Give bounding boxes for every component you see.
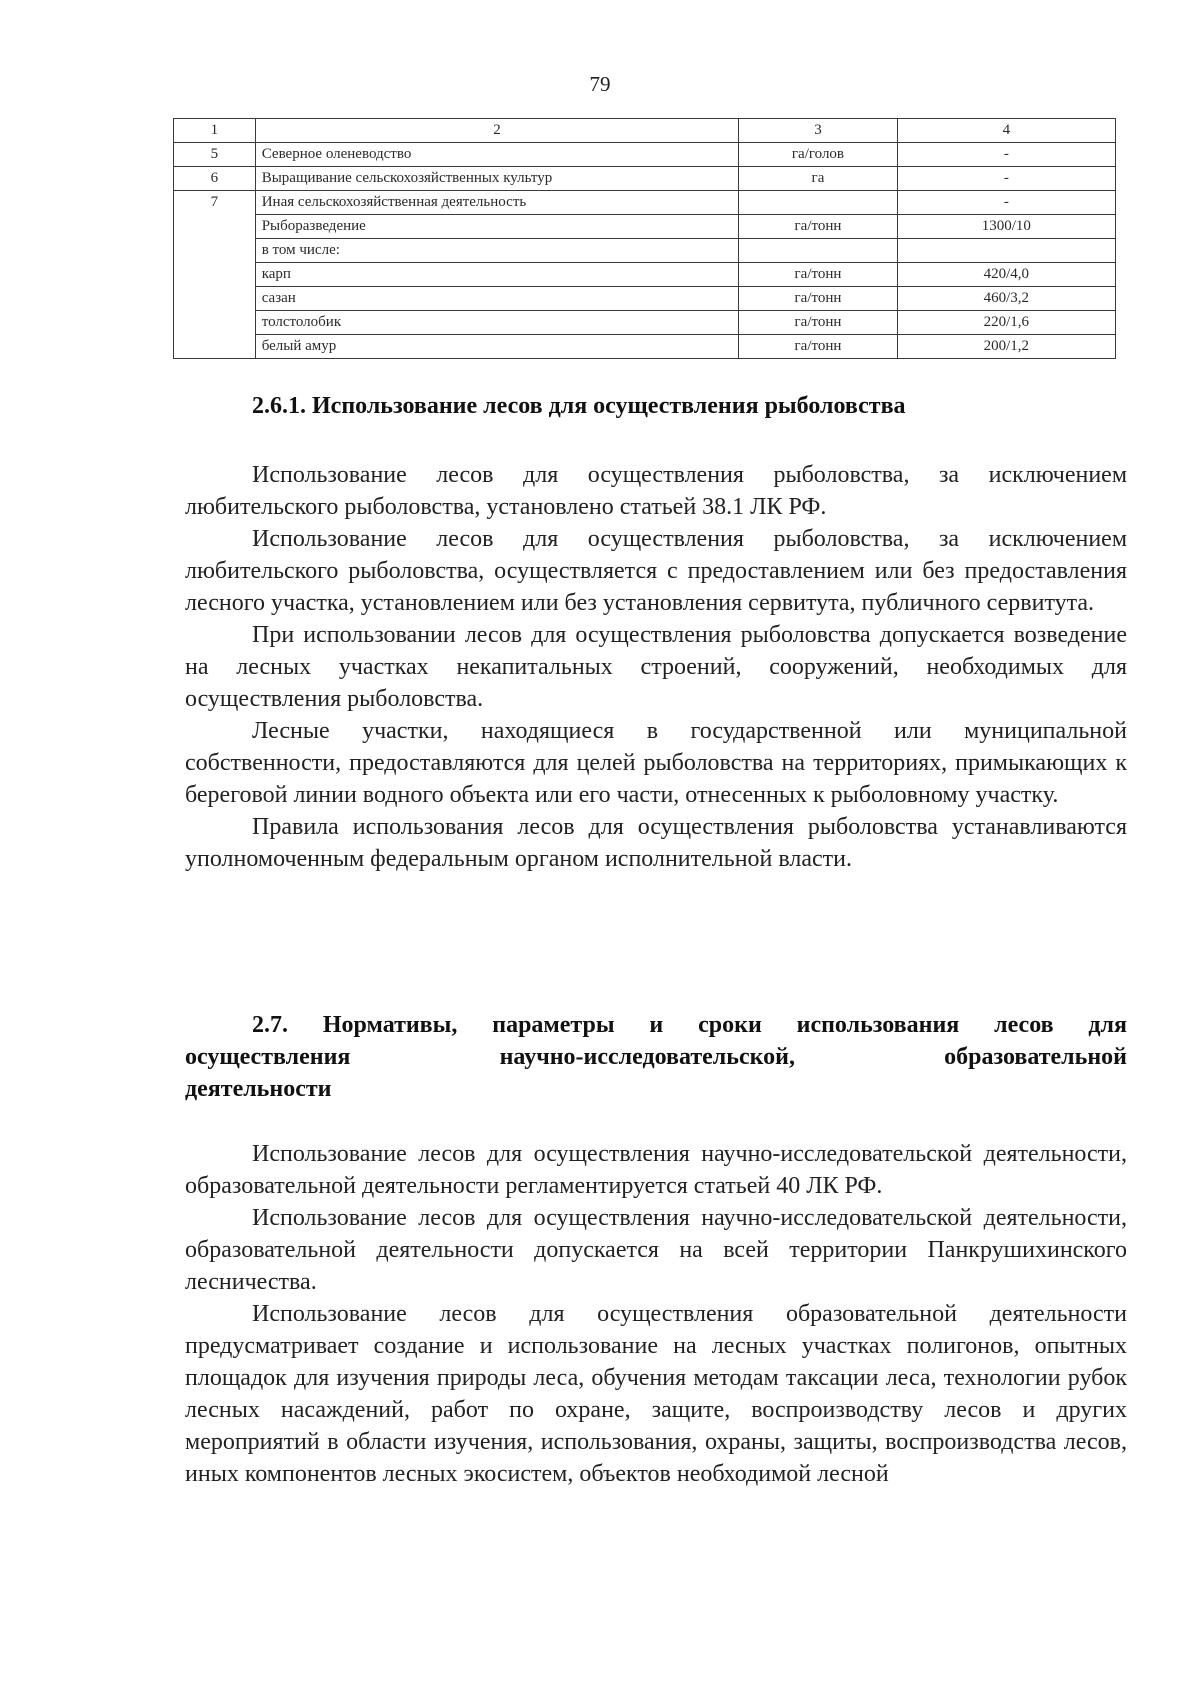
paragraph: Использование лесов для осуществления образовательной деятельности предусматривает создание и использование на лесных участках полигонов, опытных площадок для изучения природы леса, обучения методам таксации леса, технологии рубок лесных насаждений, работ по охране, защите, воспроизводству лесов и других мероприятий в области изучения, использования, охраны, защиты, воспроизводства лесов, иных компонентов лесных экосистем, объектов необходимой лесной xyxy=(185,1301,1127,1487)
row-unit: га/тонн xyxy=(739,215,897,239)
table-row xyxy=(174,311,1116,335)
row-number: 6 xyxy=(174,167,256,191)
row-name: Иная сельскохозяйственная деятельность xyxy=(255,191,739,215)
row-value: 460/3,2 xyxy=(897,287,1115,311)
row-name: толстолобик xyxy=(255,311,739,335)
row-number xyxy=(174,287,256,311)
table-row xyxy=(174,239,1116,263)
section-27-heading xyxy=(185,1009,1127,1105)
row-number xyxy=(174,263,256,287)
row-number xyxy=(174,311,256,335)
row-unit: га/тонн xyxy=(739,335,897,359)
row-number xyxy=(174,239,256,263)
row-unit xyxy=(739,191,897,215)
paragraph: Использование лесов для осуществления рыболовства, за исключением любительского рыболовства, установлено статьей 38.1 ЛК РФ. xyxy=(185,462,1127,520)
row-name: в том числе: xyxy=(255,239,739,263)
table-row xyxy=(174,263,1116,287)
header-cell: 4 xyxy=(897,119,1115,143)
section-27-body xyxy=(185,1138,1127,1490)
row-number xyxy=(174,335,256,359)
heading-line: деятельности xyxy=(185,1076,332,1102)
table-row xyxy=(174,335,1116,359)
row-unit xyxy=(739,239,897,263)
table-row xyxy=(174,167,1116,191)
row-unit: га/тонн xyxy=(739,287,897,311)
row-number: 7 xyxy=(174,191,256,215)
header-cell: 2 xyxy=(255,119,739,143)
row-value: 1300/10 xyxy=(897,215,1115,239)
table-row xyxy=(174,287,1116,311)
section-261-heading: 2.6.1. Использование лесов для осуществления рыболовства xyxy=(252,393,906,419)
land-use-table xyxy=(173,118,1116,359)
paragraph: При использовании лесов для осуществления рыболовства допускается возведение на лесных участках некапитальных строений, сооружений, необходимых для осуществления рыболовства. xyxy=(185,622,1127,712)
row-value: - xyxy=(897,143,1115,167)
row-name: Выращивание сельскохозяйственных культур xyxy=(255,167,739,191)
paragraph: Правила использования лесов для осуществления рыболовства устанавливаются уполномоченным федеральным органом исполнительной власти. xyxy=(185,814,1127,872)
row-unit: га/тонн xyxy=(739,311,897,335)
row-value: - xyxy=(897,191,1115,215)
heading-line: 2.7. Нормативы, параметры и сроки использования лесов для xyxy=(252,1012,1127,1038)
row-number xyxy=(174,215,256,239)
paragraph: Использование лесов для осуществления научно-исследовательской деятельности, образовательной деятельности регламентируется статьей 40 ЛК РФ. xyxy=(185,1141,1127,1199)
page-number: 79 xyxy=(589,72,611,96)
paragraph: Лесные участки, находящиеся в государственной или муниципальной собственности, предоставляются для целей рыболовства на территориях, примыкающих к береговой линии водного объекта или его части, отнесенных к рыболовному участку. xyxy=(185,718,1127,808)
row-value: 220/1,6 xyxy=(897,311,1115,335)
row-unit: га xyxy=(739,167,897,191)
row-value: 420/4,0 xyxy=(897,263,1115,287)
row-name: сазан xyxy=(255,287,739,311)
row-number: 5 xyxy=(174,143,256,167)
table-row xyxy=(174,191,1116,215)
heading-line: осуществления научно-исследовательской, образовательной xyxy=(185,1044,1127,1070)
row-name: Северное оленеводство xyxy=(255,143,739,167)
row-name: Рыборазведение xyxy=(255,215,739,239)
paragraph: Использование лесов для осуществления научно-исследовательской деятельности, образовательной деятельности допускается на всей территории Панкрушихинского лесничества. xyxy=(185,1205,1127,1295)
header-cell: 3 xyxy=(739,119,897,143)
row-name: карп xyxy=(255,263,739,287)
header-cell: 1 xyxy=(174,119,256,143)
section-261-body xyxy=(185,459,1127,875)
row-value xyxy=(897,239,1115,263)
paragraph: Использование лесов для осуществления рыболовства, за исключением любительского рыболовства, осуществляется с предоставлением или без предоставления лесного участка, установлением или без установления сервитута, публичного сервитута. xyxy=(185,526,1127,616)
row-value: - xyxy=(897,167,1115,191)
row-name: белый амур xyxy=(255,335,739,359)
table-row xyxy=(174,143,1116,167)
row-value: 200/1,2 xyxy=(897,335,1115,359)
table-row xyxy=(174,215,1116,239)
table-header-row xyxy=(174,119,1116,143)
row-unit: га/голов xyxy=(739,143,897,167)
row-unit: га/тонн xyxy=(739,263,897,287)
